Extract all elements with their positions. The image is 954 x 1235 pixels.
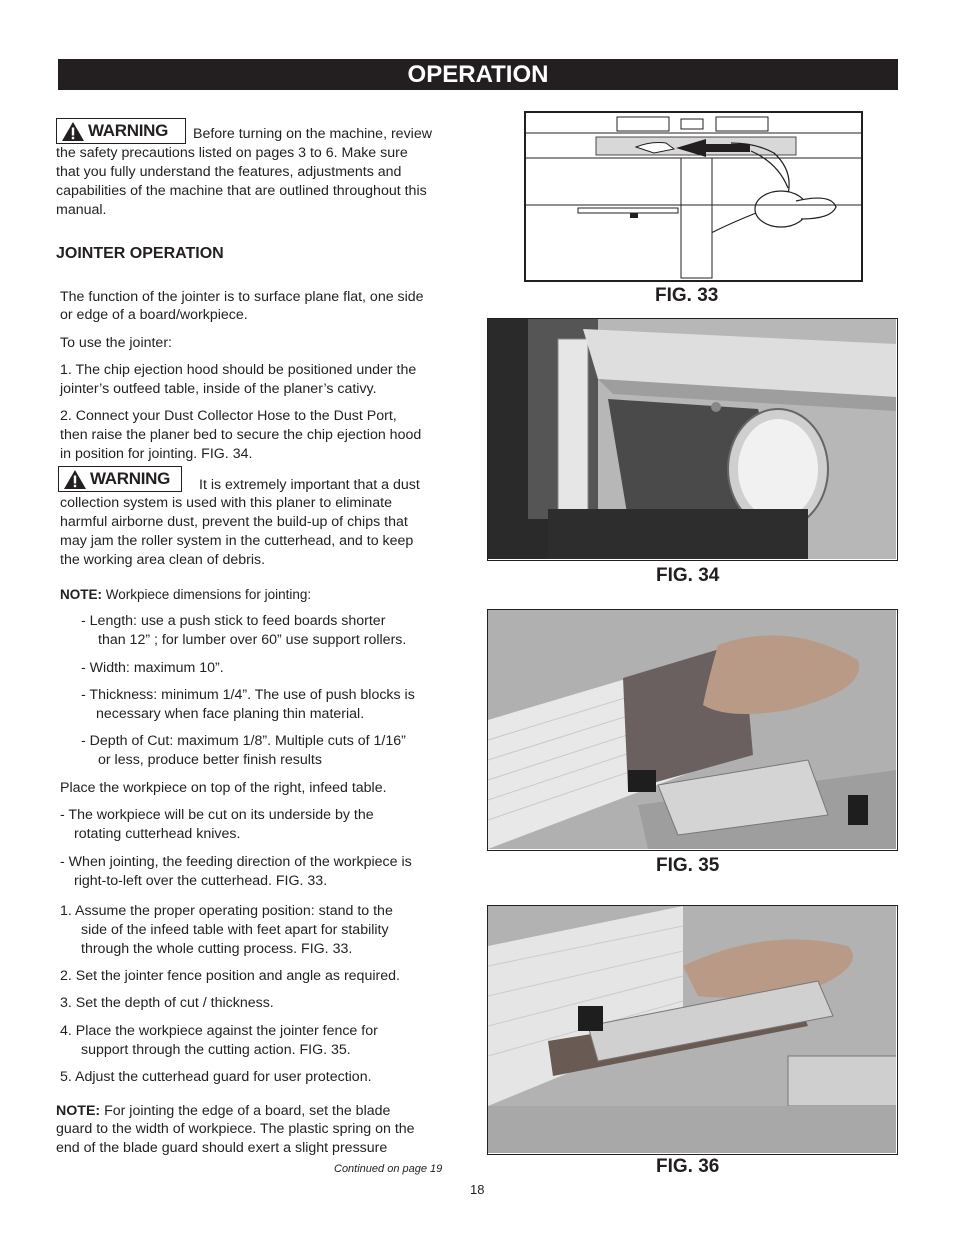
bullet-line: - The workpiece will be cut on its underside by the [60, 807, 374, 823]
dimension-item: than 12” ; for lumber over 60” use support rollers. [98, 632, 407, 648]
final-note-label: NOTE: [56, 1103, 101, 1119]
fig36-caption: FIG. 36 [656, 1156, 720, 1177]
warning-triangle-icon [63, 469, 87, 490]
warning-label: WARNING [88, 121, 169, 140]
dust-warning-line: may jam the roller system in the cutterhead, and to keep [60, 533, 414, 549]
note-dimensions [60, 585, 311, 604]
section-title: JOINTER OPERATION [56, 245, 224, 262]
step-line: 3. Set the depth of cut / thickness. [60, 995, 274, 1011]
step-line: 5. Adjust the cutterhead guard for user protection. [60, 1069, 372, 1085]
fig33-caption: FIG. 33 [655, 285, 719, 306]
dust-port-image [488, 319, 896, 559]
fig35-photo [487, 609, 898, 851]
to-use-text: To use the jointer: [60, 335, 172, 351]
dust-warning-first: It is extremely important that a dust [199, 477, 420, 493]
intro-first-line: Before turning on the machine, review [193, 126, 432, 142]
final-note-line: guard to the width of workpiece. The plastic spring on the [56, 1121, 415, 1137]
dimension-item: - Length: use a push stick to feed boards shorter [81, 613, 386, 629]
intro-line: that you fully understand the features, adjustments and [56, 164, 402, 180]
fig35-caption: FIG. 35 [656, 855, 720, 876]
step-line: support through the cutting action. FIG. 35. [81, 1042, 351, 1058]
bullet-line: - When jointing, the feeding direction of the workpiece is [60, 854, 412, 870]
final-note-line: end of the blade guard should exert a slight pressure [56, 1140, 388, 1156]
dimension-item: - Width: maximum 10”. [81, 660, 224, 676]
warning-label: WARNING [90, 469, 171, 488]
function-line: or edge of a board/workpiece. [60, 307, 248, 323]
fig33-drawing [524, 111, 863, 282]
dimension-item: - Depth of Cut: maximum 1/8”. Multiple cuts of 1/16” [81, 733, 406, 749]
warning-triangle-icon [61, 121, 85, 142]
step1-line: jointer’s outfeed table, inside of the planer’s cativy. [60, 381, 377, 397]
intro-line: capabilities of the machine that are outlined throughout this [56, 183, 427, 199]
dust-warning-line: collection system is used with this planer to eliminate [60, 495, 392, 511]
dust-warning-line: the working area clean of debris. [60, 552, 266, 568]
dust-warning-line: harmful airborne dust, prevent the build-up of chips that [60, 514, 408, 530]
edge-jointing-image [488, 906, 896, 1153]
step2-line: then raise the planer bed to secure the chip ejection hood [60, 427, 422, 443]
final-note-text: For jointing the edge of a board, set the blade [100, 1103, 391, 1119]
dimension-item: - Thickness: minimum 1/4”. The use of push blocks is [81, 687, 415, 703]
dimension-item: necessary when face planing thin material. [96, 706, 365, 722]
page-title: OPERATION [407, 61, 549, 88]
final-note-first [56, 1102, 390, 1121]
step-line: through the whole cutting process. FIG. 33. [81, 941, 353, 957]
intro-line: manual. [56, 202, 107, 218]
step-line: side of the infeed table with feet apart for stability [81, 922, 389, 938]
step2-line: 2. Connect your Dust Collector Hose to the Dust Port, [60, 408, 397, 424]
note-text: Workpiece dimensions for jointing: [102, 587, 312, 602]
warning-badge [56, 118, 186, 144]
page-number: 18 [470, 1182, 485, 1197]
jointer-diagram [526, 113, 861, 280]
fig34-caption: FIG. 34 [656, 565, 720, 586]
step2-line: in position for jointing. FIG. 34. [60, 446, 253, 462]
section-header [58, 59, 898, 90]
dimension-item: or less, produce better finish results [98, 752, 322, 768]
step-line: 2. Set the jointer fence position and angle as required. [60, 968, 400, 984]
workpiece-fence-image [488, 610, 896, 849]
function-line: The function of the jointer is to surface plane flat, one side [60, 289, 424, 305]
step-line: 1. Assume the proper operating position: stand to the [60, 903, 393, 919]
fig34-photo [487, 318, 898, 561]
bullet-line: rotating cutterhead knives. [74, 826, 241, 842]
continued-note: Continued on page 19 [334, 1163, 443, 1175]
warning-badge [58, 466, 182, 492]
step-line: 4. Place the workpiece against the jointer fence for [60, 1023, 378, 1039]
place-text: Place the workpiece on top of the right, infeed table. [60, 780, 387, 796]
note-label: NOTE: [60, 587, 102, 602]
step1-line: 1. The chip ejection hood should be positioned under the [60, 362, 417, 378]
fig36-photo [487, 905, 898, 1155]
intro-line: the safety precautions listed on pages 3 to 6. Make sure [56, 145, 408, 161]
bullet-line: right-to-left over the cutterhead. FIG. 33. [74, 873, 328, 889]
